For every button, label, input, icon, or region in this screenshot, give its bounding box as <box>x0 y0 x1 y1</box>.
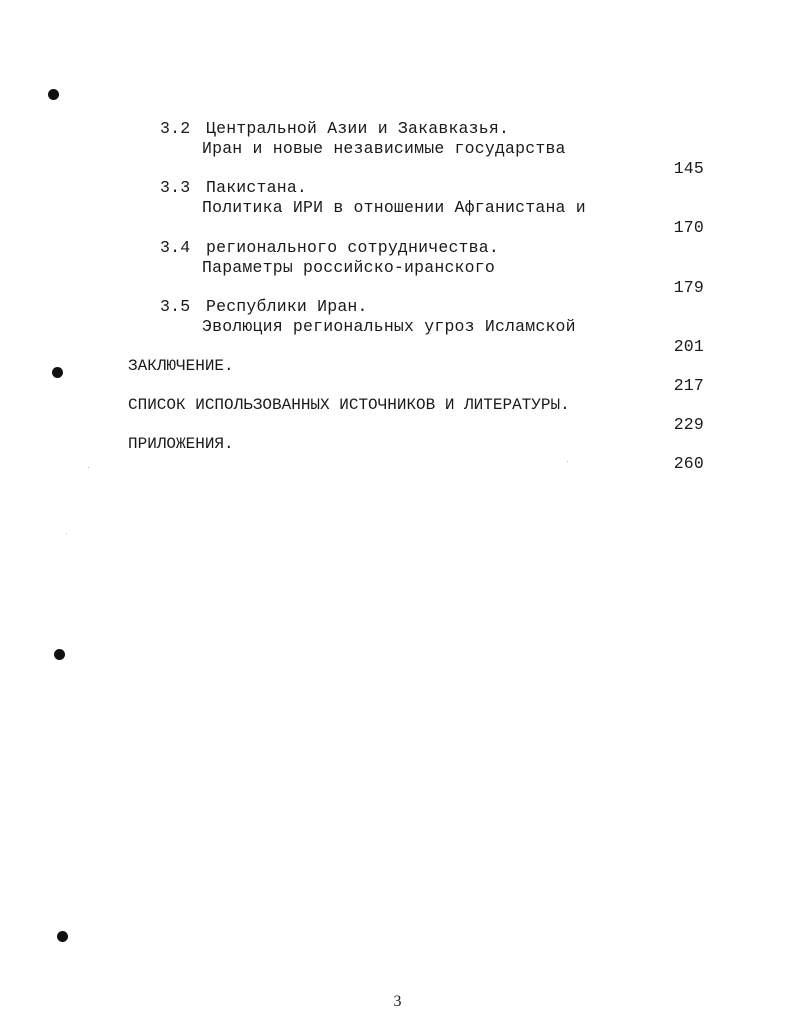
toc-entry-3-4[interactable] <box>0 218 795 297</box>
toc-entry-page: 179 <box>673 278 704 297</box>
toc-entry-title-continuation: Пакистана. <box>206 178 308 197</box>
toc-section-page: 260 <box>673 454 704 473</box>
toc-entry-3-5[interactable] <box>0 277 795 356</box>
toc-entry-page: 145 <box>673 159 704 178</box>
toc-entry-title-continuation: регионального сотрудничества. <box>206 238 499 257</box>
toc-entry-title-continuation: Центральной Азии и Закавказья. <box>206 119 510 138</box>
toc-entry-3-3[interactable] <box>0 158 795 237</box>
toc-entry-number: 3.2 <box>160 119 191 138</box>
toc-section-title: ПРИЛОЖЕНИЯ. <box>128 435 234 453</box>
toc-entry-page: 201 <box>673 337 704 356</box>
toc-section-title: ЗАКЛЮЧЕНИЕ. <box>128 357 234 375</box>
toc-section-appendices[interactable] <box>0 414 795 473</box>
page-number: 3 <box>393 993 402 1010</box>
toc-section-page: 229 <box>673 415 704 434</box>
toc-entry-page: 170 <box>673 218 704 237</box>
toc-entry-title: Политика ИРИ в отношении Афганистана и <box>202 198 586 217</box>
toc-entry-3-2[interactable] <box>0 99 795 178</box>
toc-entry-number: 3.4 <box>160 238 191 257</box>
toc-entry-number: 3.3 <box>160 178 191 197</box>
toc-entry-number: 3.5 <box>160 297 191 316</box>
toc-section-page: 217 <box>673 376 704 395</box>
toc-entry-title: Параметры российско-иранского <box>202 258 495 277</box>
toc-entry-title-continuation: Республики Иран. <box>206 297 368 316</box>
toc-entry-title: Эволюция региональных угроз Исламской <box>202 317 576 336</box>
toc-entry-title: Иран и новые независимые государства <box>202 139 566 158</box>
toc-section-conclusion[interactable] <box>0 336 795 395</box>
toc-section-bibliography[interactable] <box>0 375 795 434</box>
toc-section-title: СПИСОК ИСПОЛЬЗОВАННЫХ ИСТОЧНИКОВ И ЛИТЕРАТУРЫ. <box>128 396 570 414</box>
